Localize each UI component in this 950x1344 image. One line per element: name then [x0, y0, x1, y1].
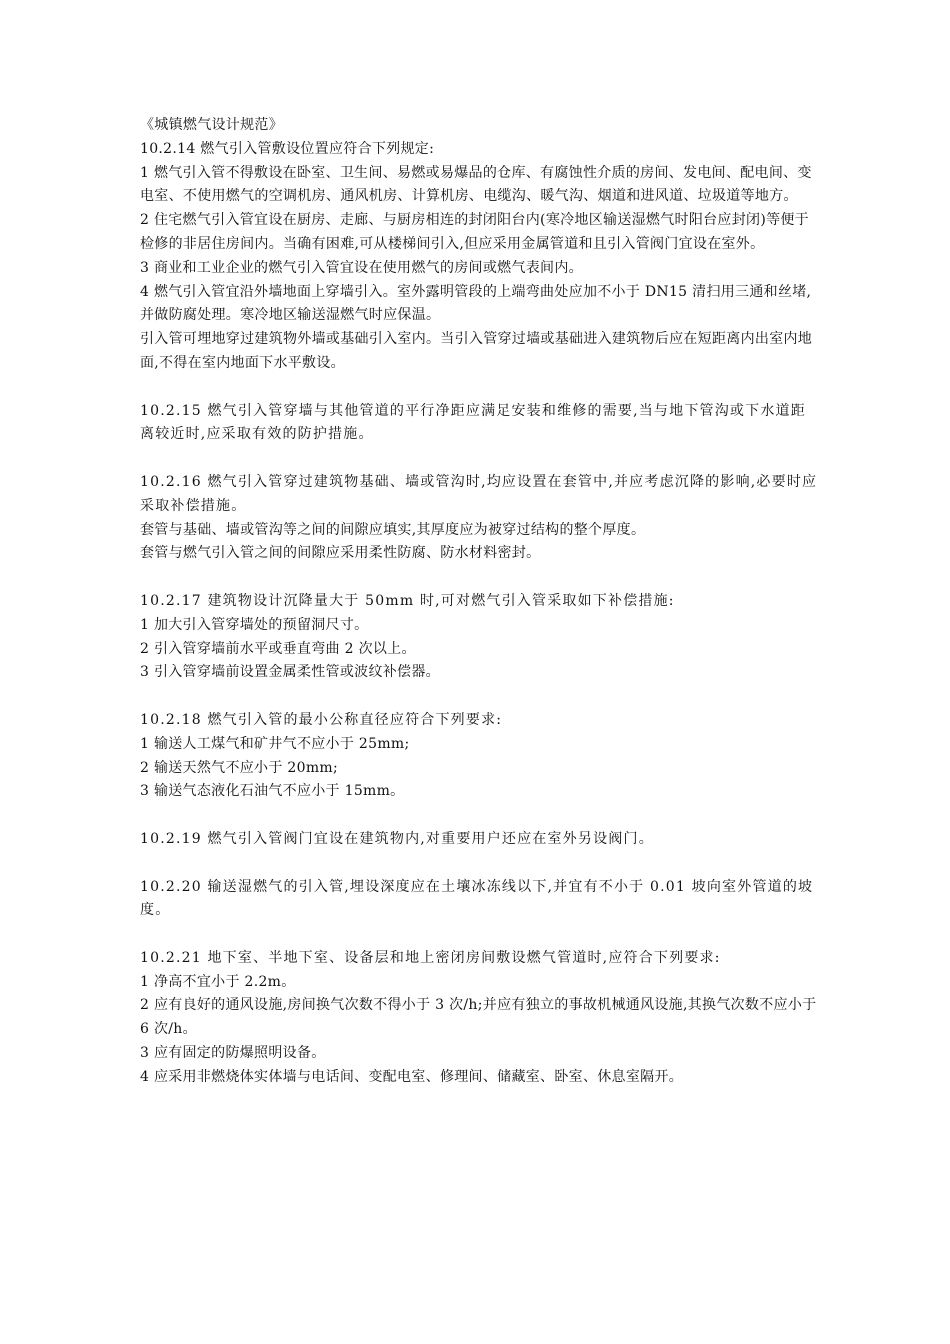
document-title: 《城镇燃气设计规范》 [140, 117, 283, 133]
clause-item: 1 输送人工煤气和矿井气不应小于 25mm; [140, 735, 410, 752]
clause-item: 4 燃气引入管宜沿外墙地面上穿墙引入。室外露明管段的上端弯曲处应加不小于 DN15 清扫用三通和丝堵,并做防腐处理。寒冷地区输送湿燃气时应保温。 [140, 283, 812, 324]
clause-10-2-19 [140, 828, 820, 852]
clause-10-2-17 [140, 590, 820, 685]
clause-heading: 10.2.19 燃气引入管阀门宜设在建筑物内,对重要用户还应在室外另设阀门。 [140, 830, 654, 847]
clause-10-2-16 [140, 471, 820, 566]
clause-10-2-14 [140, 138, 820, 376]
clause-item: 2 住宅燃气引入管宜设在厨房、走廊、与厨房相连的封闭阳台内(寒冷地区输送湿燃气时阳台应封闭)等便于检修的非居住房间内。当确有困难,可从楼梯间引入,但应采用金属管道和且引入管阀门宜设在室外。 [140, 212, 809, 252]
clause-paragraph: 引入管可埋地穿过建筑物外墙或基础引入室内。当引入管穿过墙或基础进入建筑物后应在短距离内出室内地面,不得在室内地面下水平敷设。 [140, 331, 813, 371]
clause-item: 3 引入管穿墙前设置金属柔性管或波纹补偿器。 [140, 664, 440, 681]
clause-item: 4 应采用非燃烧体实体墙与电话间、变配电室、修理间、储藏室、卧室、休息室隔开。 [140, 1068, 684, 1085]
clause-heading: 10.2.21 地下室、半地下室、设备层和地上密闭房间敷设燃气管道时,应符合下列要求: [140, 949, 721, 966]
clause-item: 1 燃气引入管不得敷设在卧室、卫生间、易燃或易爆品的仓库、有腐蚀性介质的房间、发电间、配电间、变电室、不使用燃气的空调机房、通风机房、计算机房、电缆沟、暖气沟、烟道和进风道、垃圾道等地方。 [140, 164, 812, 205]
clause-heading: 10.2.15 燃气引入管穿墙与其他管道的平行净距应满足安装和维修的需要,当与地下管沟或下水道距离较近时,应采取有效的防护措施。 [140, 402, 806, 443]
clause-heading: 10.2.18 燃气引入管的最小公称直径应符合下列要求: [140, 711, 503, 728]
clause-item: 1 净高不宜小于 2.2m。 [140, 973, 296, 990]
clause-paragraph: 套管与燃气引入管之间的间隙应采用柔性防腐、防水材料密封。 [140, 545, 541, 562]
clause-item: 1 加大引入管穿墙处的预留洞尺寸。 [140, 616, 369, 633]
clause-heading: 10.2.14 燃气引入管敷设位置应符合下列规定: [140, 140, 435, 157]
clause-item: 3 输送气态液化石油气不应小于 15mm。 [140, 783, 405, 800]
clause-item: 2 应有良好的通风设施,房间换气次数不得小于 3 次/h;并应有独立的事故机械通风设施,其换气次数不应小于 6 次/h。 [140, 997, 817, 1038]
clause-item: 2 引入管穿墙前水平或垂直弯曲 2 次以上。 [140, 640, 416, 657]
clause-10-2-15 [140, 400, 820, 448]
document-page [140, 114, 820, 1113]
clause-item: 3 商业和工业企业的燃气引入管宜设在使用燃气的房间或燃气表间内。 [140, 259, 583, 276]
clause-heading: 10.2.17 建筑物设计沉降量大于 50mm 时,可对燃气引入管采取如下补偿措施: [140, 592, 675, 609]
clause-10-2-21 [140, 947, 820, 1090]
clause-paragraph: 套管与基础、墙或管沟等之间的间隙应填实,其厚度应为被穿过结构的整个厚度。 [140, 521, 646, 538]
clause-heading: 10.2.20 输送湿燃气的引入管,埋设深度应在土壤冰冻线以下,并宜有不小于 0.01 坡向室外管道的坡度。 [140, 878, 814, 919]
clause-heading: 10.2.16 燃气引入管穿过建筑物基础、墙或管沟时,均应设置在套管中,并应考虑沉降的影响,必要时应采取补偿措施。 [140, 473, 818, 514]
clause-10-2-20 [140, 876, 820, 924]
clause-item: 3 应有固定的防爆照明设备。 [140, 1045, 326, 1062]
clause-item: 2 输送天然气不应小于 20mm; [140, 759, 338, 776]
clause-10-2-18 [140, 709, 820, 804]
